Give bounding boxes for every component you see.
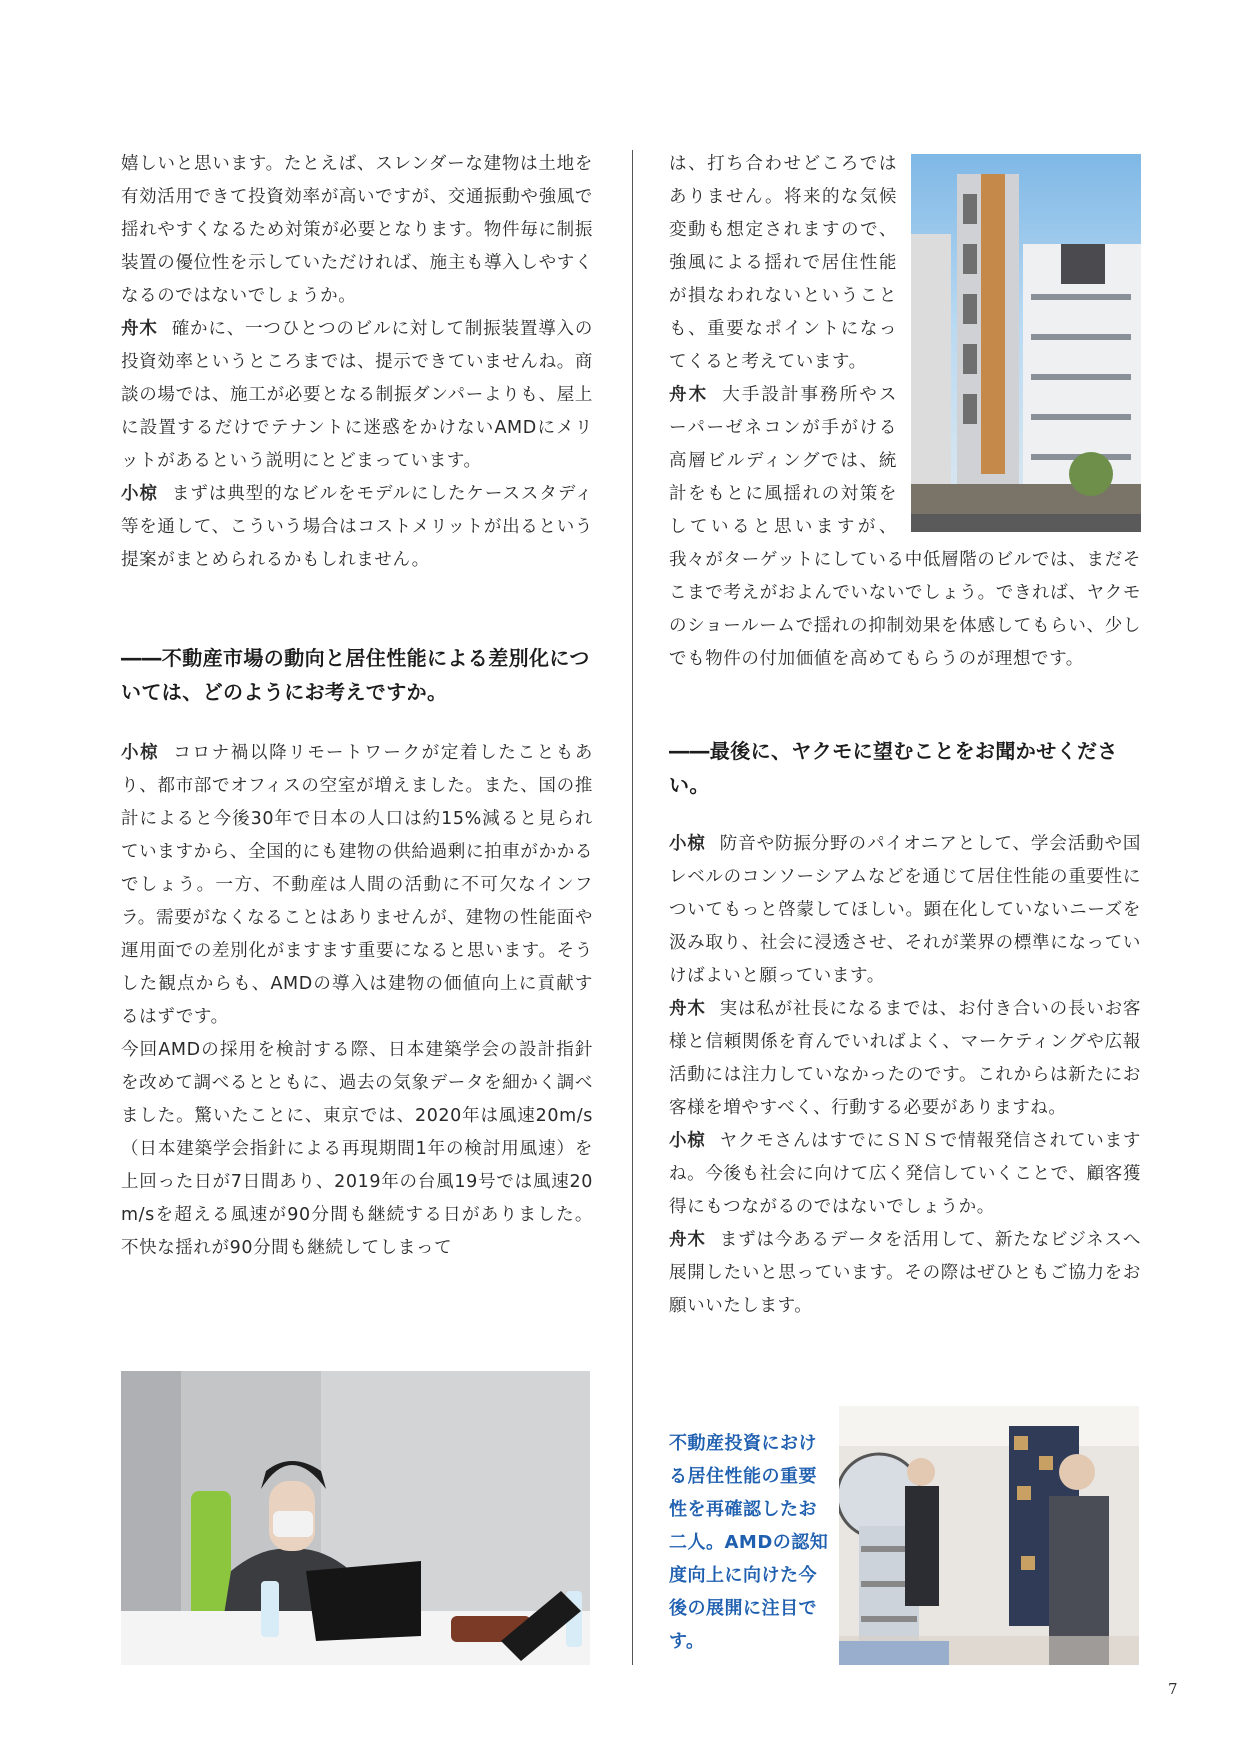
speaker-name: 舟木 xyxy=(669,385,709,405)
left-column xyxy=(121,148,593,1265)
photo-caption: 不動産投資における居住性能の重要性を再確認したお二人。AMDの認知度向上に向けた今後の展開に注目です。 xyxy=(669,1433,829,1652)
interview-photo xyxy=(121,1371,590,1665)
speaker-name: 舟木 xyxy=(669,1230,706,1250)
section-heading: ――最後に、ヤクモに望むことをお聞かせください。 xyxy=(669,739,1118,797)
showroom-photo xyxy=(839,1406,1139,1665)
paragraph: 舟木 まずは今あるデータを活用して、新たなビジネスへ展開したいと思っています。その際はぜひともご協力をお願いいたします。 xyxy=(669,1230,1141,1316)
building-illustration xyxy=(911,154,1141,532)
speaker-name: 舟木 xyxy=(121,319,158,339)
speaker-name: 小椋 xyxy=(669,1131,706,1151)
paragraph: 今回AMDの採用を検討する際、日本建築学会の設計指針を改めて調べるとともに、過去の気象データを細かく調べました。驚いたことに、東京では、2020年は風速20m/s（日本建築学会指針による再現期間1年の検討用風速）を上回った日が7日間あり、2019年の台風19号では風速20m/sを超える風速が90分間も継続する日がありました。不快な揺れが90分間も継続してしまって xyxy=(121,1040,593,1258)
speaker-name: 舟木 xyxy=(669,999,706,1019)
speaker-name: 小椋 xyxy=(669,834,706,854)
paragraph: 舟木 大手設計事務所やスーパーゼネコンが手がける高層ビルディングでは、統計をもとに風揺れの対策をしていると思いますが、我々がターゲットにしている中低層階のビルでは、まだそこまで考えがおよんでいないでしょう。できれば、ヤクモのショールームで揺れの抑制効果を体感してもらい、少しでも物件の付加価値を高めてもらうのが理想です。 xyxy=(669,385,1141,669)
paragraph: 舟木 実は私が社長になるまでは、お付き合いの長いお客様と信頼関係を育んでいればよく、マーケティングや広報活動には注力していなかったのです。これからは新たにお客様を増やすべく、行動する必要がありますね。 xyxy=(669,999,1141,1118)
paragraph: 小椋 まずは典型的なビルをモデルにしたケーススタディ等を通して、こういう場合はコストメリットが出るという提案がまとめられるかもしれません。 xyxy=(121,484,593,570)
speaker-name: 小椋 xyxy=(121,743,160,763)
section-heading: ――不動産市場の動向と居住性能による差別化については、どのようにお考えですか。 xyxy=(121,646,590,704)
paragraph: は、打ち合わせどころではありません。将来的な気候変動も想定されますので、強風による揺れで居住性能が損なわれないということも、重要なポイントになってくると考えています。 xyxy=(669,154,897,372)
paragraph: 小椋 ヤクモさんはすでにＳＮＳで情報発信されていますね。今後も社会に向けて広く発信していくことで、顧客獲得にもつながるのではないでしょうか。 xyxy=(669,1131,1142,1217)
paragraph: 小椋 コロナ禍以降リモートワークが定着したこともあり、都市部でオフィスの空室が増えました。また、国の推計によると今後30年で日本の人口は約15%減ると見られていますから、全国的にも建物の供給過剰に拍車がかかるでしょう。一方、不動産は人間の活動に不可欠なインフラ。需要がなくなることはありませんが、建物の性能面や運用面での差別化がますます重要になると思います。そうした観点からも、AMDの導入は建物の価値向上に貢献するはずです。 xyxy=(121,743,594,1027)
paragraph: 舟木 確かに、一つひとつのビルに対して制振装置導入の投資効率というところまでは、提示できていませんね。商談の場では、施工が必要となる制振ダンパーよりも、屋上に設置するだけでテナントに迷惑をかけないAMDにメリットがあるという説明にとどまっています。 xyxy=(121,319,593,471)
paragraph: 小椋 防音や防振分野のパイオニアとして、学会活動や国レベルのコンソーシアムなどを通じて居住性能の重要性についてもっと啓蒙してほしい。顕在化していないニーズを汲み取り、社会に浸透させ、それが業界の標準になっていけばよいと願っています。 xyxy=(669,834,1141,986)
right-column xyxy=(669,148,1141,1323)
showroom-illustration xyxy=(839,1406,1139,1665)
speaker-name: 小椋 xyxy=(121,484,158,504)
paragraph: 嬉しいと思います。たとえば、スレンダーな建物は土地を有効活用できて投資効率が高いですが、交通振動や強風で揺れやすくなるため対策が必要となります。物件毎に制振装置の優位性を示していただければ、施主も導入しやすくなるのではないでしょうか。 xyxy=(121,154,593,306)
page-number: 7 xyxy=(1168,1680,1178,1698)
interview-illustration xyxy=(121,1371,590,1665)
column-divider xyxy=(632,150,633,1665)
building-photo xyxy=(911,154,1141,532)
